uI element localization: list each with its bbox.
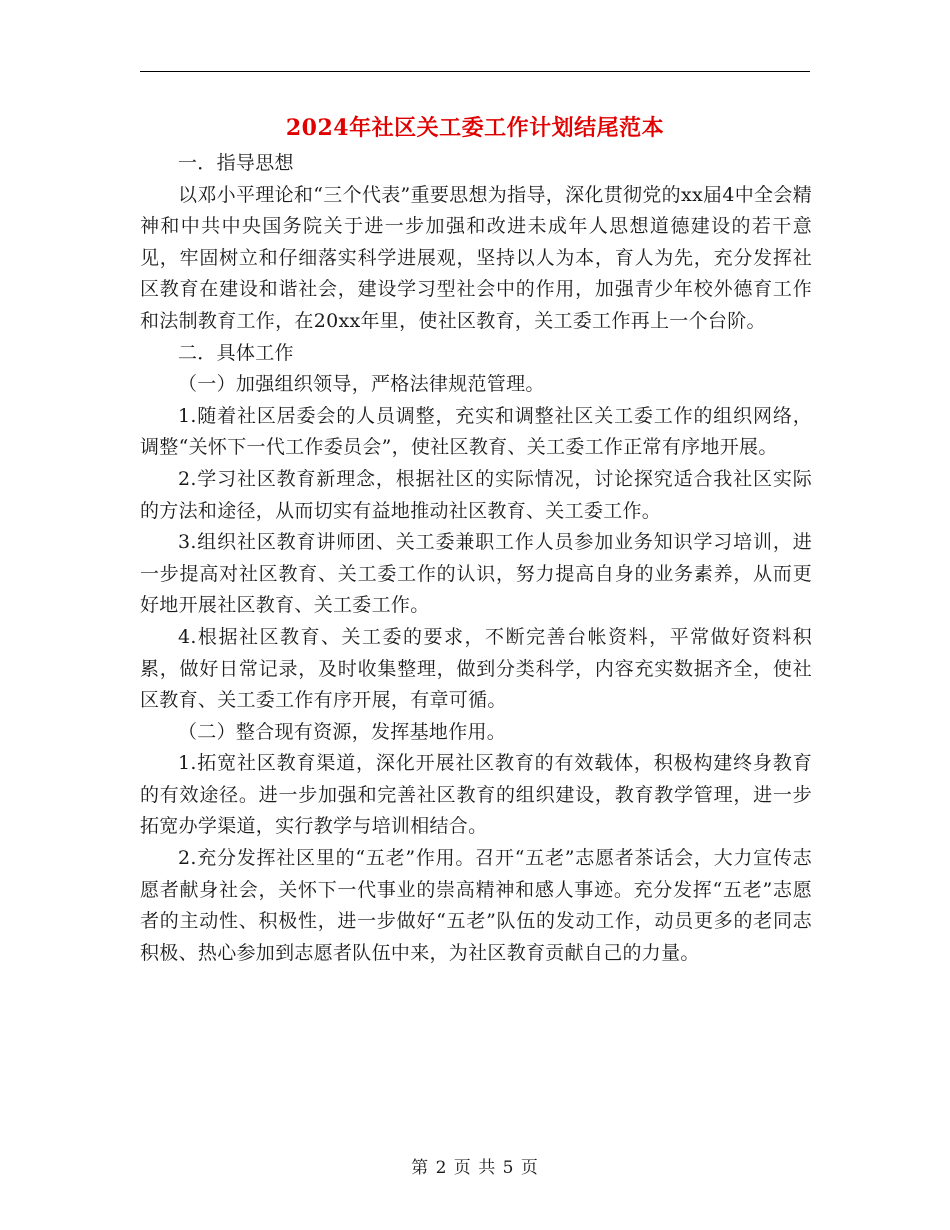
subsection-heading-2: （二）整合现有资源，发挥基地作用。 [178,720,507,743]
header-rule [140,71,810,72]
section-heading-specific-work: 二．具体工作 [178,341,294,364]
section-heading-guiding-thought: 一．指导思想 [178,152,294,174]
document-title: 2024年社区关工委工作计划结尾范本 [285,115,665,141]
paragraph-guiding-thought: 以邓小平理论和“三个代表”重要思想为指导，深化贯彻党的xx届4中全会精神和中共中央国务院关于进一步加强和改进未成年人思想道德建设的若干意见，牢固树立和仔细落实科学进展观，坚持以人为本，育人为先，充分发挥社区教育在建设和谐社会，建设学习型社会中的作用，加强青少年校外德育工作和法制教育工作，在20xx年里，使社区教育，关工委工作再上一个台阶。 [140,183,812,332]
list-item-1-2: 2.学习社区教育新理念，根据社区的实际情况，讨论探究适合我社区实际的方法和途径，从而切实有益地推动社区教育、关工委工作。 [140,467,812,522]
list-item-1-3: 3.组织社区教育讲师团、关工委兼职工作人员参加业务知识学习培训，进一步提高对社区教育、关工委工作的认识，努力提高自身的业务素养，从而更好地开展社区教育、关工委工作。 [140,531,812,617]
subsection-heading-1: （一）加强组织领导，严格法律规范管理。 [178,373,545,396]
page-number: 第 2 页 共 5 页 [411,1158,539,1178]
document-body [140,148,812,969]
list-item-2-1: 1.拓宽社区教育渠道，深化开展社区教育的有效载体，积极构建终身教育的有效途径。进一步加强和完善社区教育的组织建设，教育教学管理，进一步拓宽办学渠道，实行教学与培训相结合。 [140,752,812,838]
list-item-2-2: 2.充分发挥社区里的“五老”作用。召开“五老”志愿者茶话会，大力宣传志愿者献身社会，关怀下一代事业的崇高精神和感人事迹。充分发挥“五老”志愿者的主动性、积极性，进一步做好“五老”队伍的发动工作，动员更多的老同志积极、热心参加到志愿者队伍中来，为社区教育贡献自己的力量。 [140,847,812,964]
list-item-1-1: 1.随着社区居委会的人员调整，充实和调整社区关工委工作的组织网络，调整“关怀下一代工作委员会”，使社区教育、关工委工作正常有序地开展。 [140,404,812,459]
list-item-1-4: 4.根据社区教育、关工委的要求，不断完善台帐资料，平常做好资料积累，做好日常记录，及时收集整理，做到分类科学，内容充实数据齐全，使社区教育、关工委工作有序开展，有章可循。 [140,625,812,712]
